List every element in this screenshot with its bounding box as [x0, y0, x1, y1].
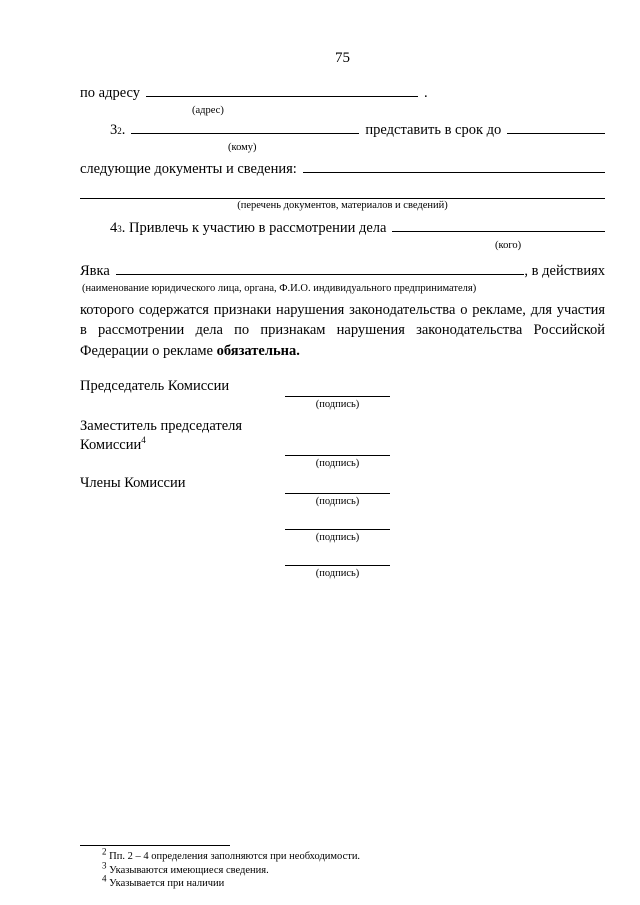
- chairman-signature-caption: (подпись): [315, 399, 360, 410]
- address-suffix: .: [424, 84, 428, 101]
- deputy-label: [80, 417, 285, 470]
- appearance-caption: (наименование юридического лица, органа, Ф.И.О. индивидуального предпринимателя): [82, 282, 477, 294]
- members-signature-line-3: [285, 552, 390, 566]
- members-signature-line-1: [285, 480, 390, 494]
- item4-text: . Привлечь к участию в рассмотрении дела: [121, 220, 387, 236]
- appearance-label: Явка: [80, 262, 110, 279]
- item3-dot: .: [121, 122, 126, 138]
- item3-fill-line-1: [131, 119, 359, 135]
- members-label: Члены Комиссии: [80, 475, 186, 491]
- item4-fill-line: [392, 217, 605, 233]
- address-label: по адресу: [80, 84, 140, 101]
- item3-mid-text: представить в срок до: [365, 122, 502, 138]
- members-signature-row: [80, 474, 605, 508]
- item3-caption: (кому): [228, 142, 257, 153]
- deputy-label-text: Заместитель председателя Комиссии: [80, 418, 243, 453]
- body-paragraph: [80, 300, 605, 362]
- chairman-signature-line: [285, 383, 390, 397]
- members-signature-caption-1: (подпись): [315, 496, 360, 507]
- address-caption: (адрес): [192, 104, 224, 116]
- item4-row: 4 3 . Привлечь к участию в рассмотрении дела: [80, 217, 605, 240]
- item3-fill-line-2: [507, 119, 605, 135]
- chairman-label: Председатель Комиссии: [80, 378, 230, 394]
- docs-row: [80, 157, 605, 180]
- item4-caption: (кого): [495, 240, 522, 251]
- deputy-signature-line: [285, 442, 390, 456]
- deputy-footnote-ref: 4: [141, 435, 146, 446]
- members-signature-caption-2: (подпись): [315, 532, 360, 543]
- footnote-1: [80, 846, 605, 864]
- address-fill-line: [146, 81, 418, 97]
- members-signature-cell-3: [285, 552, 390, 580]
- deputy-signature-caption: (подпись): [315, 458, 360, 469]
- footnote-3-ref: 4: [102, 873, 107, 884]
- members-signature-line-2: [285, 516, 390, 530]
- footnote-1-text: Пп. 2 – 4 определения заполняются при необходимости.: [109, 851, 361, 862]
- signature-section: [80, 377, 605, 580]
- appearance-fill-line: [116, 259, 525, 275]
- address-row: [80, 81, 605, 104]
- footnotes: [80, 845, 605, 891]
- members-signature-cell-2: [285, 516, 390, 544]
- chairman-signature-row: [80, 377, 605, 411]
- item4-number: 4: [110, 220, 118, 236]
- body-paragraph-text: которого содержатся признаки нарушения законодательства о рекламе, для участия в рассмотрении дела по признакам нарушения законодательства Российской Федерации о рекламе: [80, 301, 605, 359]
- page-number: 75: [335, 50, 350, 66]
- docs-caption: (перечень документов, материалов и сведений): [237, 199, 448, 211]
- footnote-3: [80, 873, 605, 891]
- deputy-signature-row: [80, 417, 605, 470]
- docs-fill-line: [303, 157, 605, 173]
- footnote-3-text: Указывается при наличии: [109, 878, 225, 889]
- docs-fill-line-2: [80, 183, 605, 199]
- deputy-signature-cell: [285, 442, 390, 470]
- appearance-suffix: , в действиях: [524, 262, 605, 279]
- footnote-2: [80, 860, 605, 878]
- item3-number: 3: [110, 122, 118, 138]
- docs-label: следующие документы и сведения:: [80, 160, 297, 177]
- footnote-1-ref: 2: [102, 846, 107, 857]
- body-paragraph-bold: обязательна.: [216, 342, 300, 359]
- item3-row: 3 2 . представить в срок до: [80, 119, 605, 142]
- appearance-row: [80, 259, 605, 282]
- page-content: [80, 50, 605, 580]
- footnote-2-text: Указываются имеющиеся сведения.: [109, 864, 269, 876]
- chairman-signature-cell: [285, 383, 390, 411]
- members-signature-cell-1: [285, 480, 390, 508]
- members-signature-caption-3: (подпись): [315, 568, 360, 579]
- footnote-2-ref: 3: [102, 860, 107, 870]
